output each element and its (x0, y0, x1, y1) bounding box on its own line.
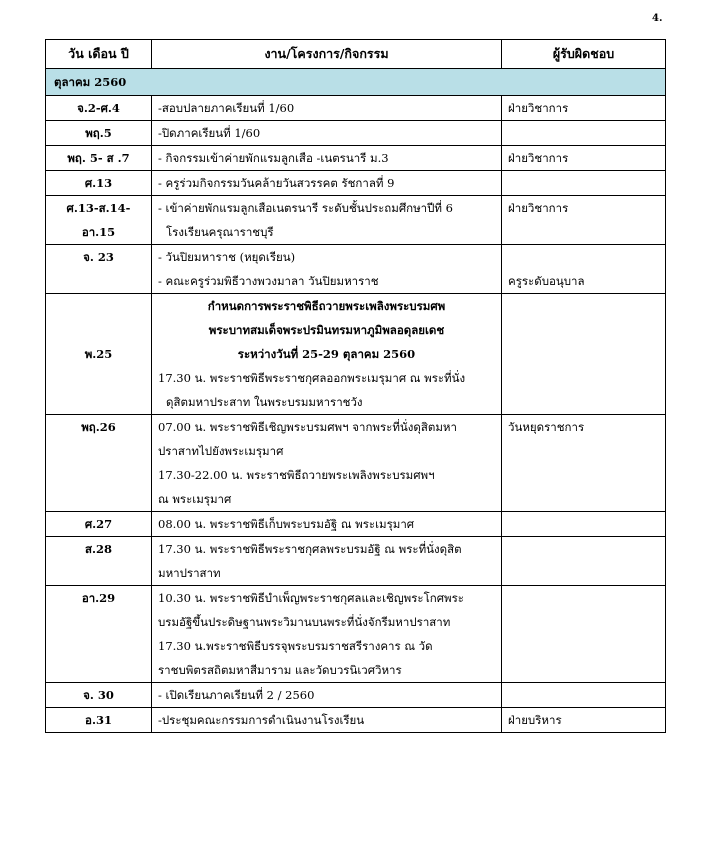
activity-line: - กิจกรรมเข้าค่ายพักแรมลูกเสือ -เนตรนารี ม.3 (158, 151, 389, 165)
header-owner: ผู้รับผิดชอบ (502, 40, 666, 69)
row-activity (152, 586, 502, 683)
row-owner (502, 586, 666, 683)
row-activity (152, 512, 502, 537)
activity-line: - วันปิยมหาราช (หยุดเรียน) (158, 250, 296, 264)
row-activity (152, 121, 502, 146)
row-date: ศ.27 (46, 512, 152, 537)
page-number: 4. (652, 13, 663, 24)
table-row (46, 683, 666, 708)
activity-line: -ปิดภาคเรียนที่ 1/60 (158, 126, 261, 140)
activity-line: 10.30 น. พระราชพิธีบำเพ็ญพระราชกุศลและเชิญพระโกศพระ (158, 591, 464, 605)
row-owner (502, 512, 666, 537)
activity-line: -สอบปลายภาคเรียนที่ 1/60 (158, 101, 295, 115)
row-date: พฤ.26 (46, 415, 152, 512)
activity-line: 07.00 น. พระราชพิธีเชิญพระบรมศพฯ จากพระที่นั่งดุสิตมหา (158, 420, 457, 434)
activity-line: - เปิดเรียนภาคเรียนที่ 2 / 2560 (158, 688, 315, 702)
activity-line: - เข้าค่ายพักแรมลูกเสือเนตรนารี ระดับชั้นประถมศึกษาปีที่ 6 (158, 201, 453, 215)
row-activity (152, 708, 502, 733)
row-activity (152, 196, 502, 245)
row-activity (152, 683, 502, 708)
table-row (46, 415, 666, 512)
row-date: จ. 30 (46, 683, 152, 708)
activity-line: ปราสาทไปยังพระเมรุมาศ (158, 444, 284, 458)
activity-line: มหาปราสาท (158, 566, 221, 580)
table-row (46, 537, 666, 586)
row-activity (152, 171, 502, 196)
table-row (46, 121, 666, 146)
row-date: อา.29 (46, 586, 152, 683)
row-date: อ.31 (46, 708, 152, 733)
table-row (46, 96, 666, 121)
activity-heading: ระหว่างวันที่ 25-29 ตุลาคม 2560 (237, 347, 416, 361)
row-owner: วันหยุดราชการ (502, 415, 666, 512)
row-activity (152, 245, 502, 294)
month-row (46, 69, 666, 96)
row-owner: ฝ่ายวิชาการ (502, 96, 666, 121)
row-date: ศ.13-ส.14-อา.15 (46, 196, 152, 245)
row-date: พฤ. 5- ส .7 (46, 146, 152, 171)
activity-line: 17.30 น. พระราชพิธีพระราชกุศลออกพระเมรุมาศ ณ พระที่นั่ง (158, 371, 466, 385)
row-owner: ฝ่ายวิชาการ (502, 146, 666, 171)
activity-line: โรงเรียนครุณาราชบุรี (166, 225, 274, 239)
activity-line: - คณะครูร่วมพิธีวางพวงมาลา วันปิยมหาราช (158, 274, 379, 288)
activity-line: ณ พระเมรุมาศ (158, 492, 232, 506)
row-activity (152, 537, 502, 586)
activity-line: 08.00 น. พระราชพิธีเก็บพระบรมอัฐิ ณ พระเมรุมาศ (158, 517, 415, 531)
row-activity (152, 96, 502, 121)
table-row (46, 196, 666, 245)
row-date: พฤ.5 (46, 121, 152, 146)
table-row (46, 708, 666, 733)
row-owner (502, 683, 666, 708)
row-owner (502, 537, 666, 586)
calendar-table (45, 39, 666, 733)
activity-line: ดุสิตมหาประสาท ในพระบรมมหาราชวัง (166, 395, 363, 409)
activity-line: 17.30 น.พระราชพิธีบรรจุพระบรมราชสรีรางคาร ณ วัด (158, 639, 433, 653)
header-activity: งาน/โครงการ/กิจกรรม (152, 40, 502, 69)
activity-line: 17.30 น. พระราชพิธีพระราชกุศลพระบรมอัฐิ ณ พระที่นั่งดุสิต (158, 542, 462, 556)
activity-line: -ประชุมคณะกรรมการดำเนินงานโรงเรียน (158, 713, 365, 727)
row-owner: ฝ่ายบริหาร (502, 708, 666, 733)
activity-line: บรมอัฐิขึ้นประดิษฐานพระวิมานบนพระที่นั่งจักรีมหาปราสาท (158, 615, 451, 629)
activity-line: - ครูร่วมกิจกรรมวันคล้ายวันสวรรคต รัชกาลที่ 9 (158, 176, 395, 190)
activity-line: 17.30-22.00 น. พระราชพิธีถวายพระเพลิงพระบรมศพฯ (158, 468, 435, 482)
table-row (46, 171, 666, 196)
row-date: ศ.13 (46, 171, 152, 196)
activity-heading: พระบาทสมเด็จพระปรมินทรมหาภูมิพลอดุลยเดช (208, 323, 445, 337)
table-row (46, 586, 666, 683)
row-date: จ. 23 (46, 245, 152, 294)
row-activity (152, 294, 502, 415)
row-owner (502, 121, 666, 146)
activity-heading: กำหนดการพระราชพิธีถวายพระเพลิงพระบรมศพ (207, 299, 446, 313)
row-date: ส.28 (46, 537, 152, 586)
row-owner (502, 294, 666, 415)
row-owner (502, 171, 666, 196)
activity-line: ราชบพิตรสถิตมหาสีมาราม และวัดบวรนิเวศวิหาร (158, 663, 402, 677)
row-owner: ฝ่ายวิชาการ (502, 196, 666, 245)
row-owner (502, 245, 666, 294)
header-row (46, 40, 666, 69)
owner-text: ครูระดับอนุบาล (508, 274, 585, 288)
row-date: จ.2-ศ.4 (46, 96, 152, 121)
header-date: วัน เดือน ปี (46, 40, 152, 69)
month-label: ตุลาคม 2560 (46, 69, 666, 96)
row-activity (152, 415, 502, 512)
table-row (46, 245, 666, 294)
table-row (46, 294, 666, 415)
row-date: พ.25 (46, 294, 152, 415)
table-row (46, 146, 666, 171)
table-row (46, 512, 666, 537)
row-activity (152, 146, 502, 171)
